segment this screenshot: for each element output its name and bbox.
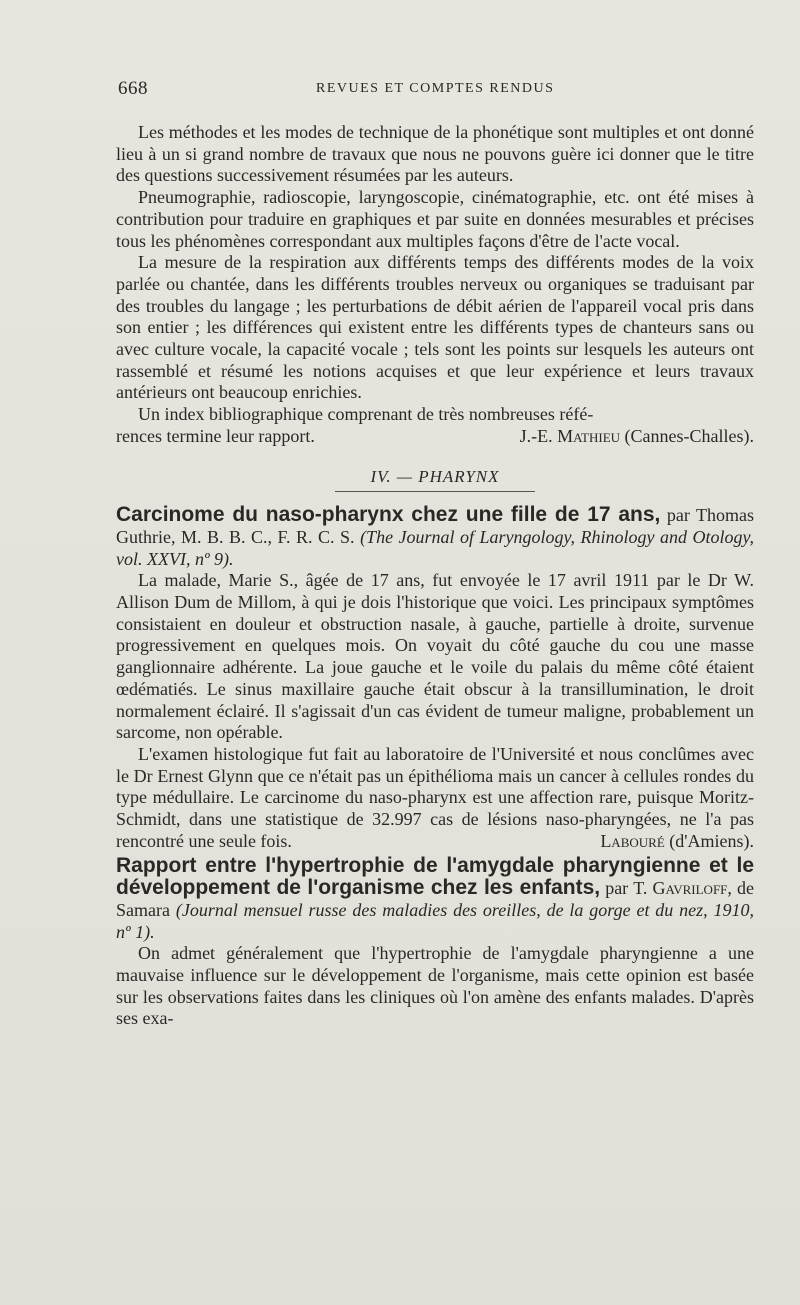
article-1-paragraph-1: La malade, Marie S., âgée de 17 ans, fut envoyée le 17 avril 1911 par le Dr W. Allison Dum de Millom, à qui je dois l'historique que voici. Les principaux symptômes consistaient en douleur et obstruction nasale, à gauche, partielle à droite, survenue progressivement en quelques mois. On voyait du côté gauche du cou une masse ganglionnaire adhérente. La joue gauche et le voile du palais du même côté étaient œdématiés. Le sinus maxillaire gauche était obscur à la transillumination, le droit normalement éclairé. Il s'agissait d'un cas évident de tumeur maligne, probablement un sarcome, non opérable. bbox=[116, 570, 754, 743]
page-body bbox=[116, 122, 754, 1030]
article-2-author: T. Gavriloff, bbox=[633, 878, 732, 899]
intro-signature-place: (Cannes-Challes). bbox=[624, 425, 754, 446]
article-1-heading bbox=[116, 504, 754, 570]
article-1-author: Thomas Guthrie, M. B. B. C., F. R. C. S. bbox=[116, 505, 754, 547]
article-2-title: Rapport entre l'hypertrophie de l'amygdale pharyngienne et le développement de l'organisme chez les enfants, bbox=[116, 853, 754, 900]
article-2-place: de Samara bbox=[116, 878, 754, 920]
intro-paragraph-4 bbox=[116, 404, 754, 426]
intro-paragraph-2: Pneumographie, radioscopie, laryngoscopie, cinématographie, etc. ont été mises à contribution pour traduire en graphiques et par suite en données mesurables et précises tous les phénomènes correspondant aux multiples façons d'être de l'acte vocal. bbox=[116, 187, 754, 251]
intro-paragraph-1: Les méthodes et les modes de technique de la phonétique sont multiples et ont donné lieu à un si grand nombre de travaux que nous ne pouvons guère ici donner que le titre des questions successivement résumées par les auteurs. bbox=[116, 122, 754, 186]
page-header bbox=[118, 78, 758, 102]
article-1-paragraph-2-text: L'examen histologique fut fait au laboratoire de l'Université et nous conclûmes avec le Dr Ernest Glynn que ce n'était pas un épithélioma mais un cancer à cellules rondes du type médullaire. Le carcinome du naso-pharynx est une affection rare, puisque Moritz-Schmidt, dans une statistique de 32.997 cas de lésions naso-pharyngées, ne l'a pas rencontré une seule fois. bbox=[116, 743, 754, 851]
running-head: REVUES ET COMPTES RENDUS bbox=[316, 81, 555, 96]
intro-signature-row bbox=[116, 426, 754, 448]
article-1-by: par bbox=[666, 505, 690, 526]
page-number: 668 bbox=[118, 78, 148, 99]
intro-paragraph-4-line-1: Un index bibliographique comprenant de très nombreuses réfé- bbox=[138, 404, 594, 425]
article-1-journal: (The Journal of Laryngology, Rhinology and Otology, vol. XXVI, nº 9). bbox=[116, 526, 755, 569]
intro-signature-name: J.-E. Mathieu bbox=[519, 425, 621, 446]
article-2-paragraph-1: On admet généralement que l'hypertrophie de l'amygdale pharyngienne a une mauvaise influence sur le développement de l'organisme, mais cette opinion est basée sur les observations faites dans les cliniques où l'on amène des enfants malades. D'après ses exa- bbox=[116, 943, 754, 1029]
article-2-heading bbox=[116, 855, 754, 944]
article-2-journal: (Journal mensuel russe des maladies des oreilles, de la gorge et du nez, 1910, nº 1). bbox=[116, 899, 754, 942]
intro-paragraph-3: La mesure de la respiration aux différents temps des différents modes de la voix parlée ou chantée, dans les différents troubles nerveux ou organiques se traduisant par des troubles du langage ; les perturbations de débit aérien de l'appareil vocal pris dans son entier ; les différences qui existent entre les différents types de chanteurs sans ou avec culture vocale, la capacité vocale ; tels sont les points sur lesquels les auteurs ont rassemblé et résumé les notions acquises et que leur expérience et leurs travaux antérieurs ont beaucoup enrichies. bbox=[116, 252, 754, 403]
section-rule bbox=[335, 491, 535, 492]
article-2-by: par bbox=[605, 878, 629, 899]
article-1-signature-place: (d'Amiens). bbox=[669, 830, 754, 851]
intro-paragraph-4-line-2: rences termine leur rapport. bbox=[116, 425, 315, 446]
article-1-signature bbox=[578, 831, 754, 853]
intro-signature bbox=[520, 426, 754, 448]
article-1-paragraph-2 bbox=[116, 744, 754, 853]
article-1-signature-name: Labouré bbox=[600, 830, 665, 851]
section-heading: IV. — PHARYNX bbox=[370, 466, 500, 486]
article-1-title: Carcinome du naso-pharynx chez une fille de 17 ans, bbox=[116, 503, 661, 527]
